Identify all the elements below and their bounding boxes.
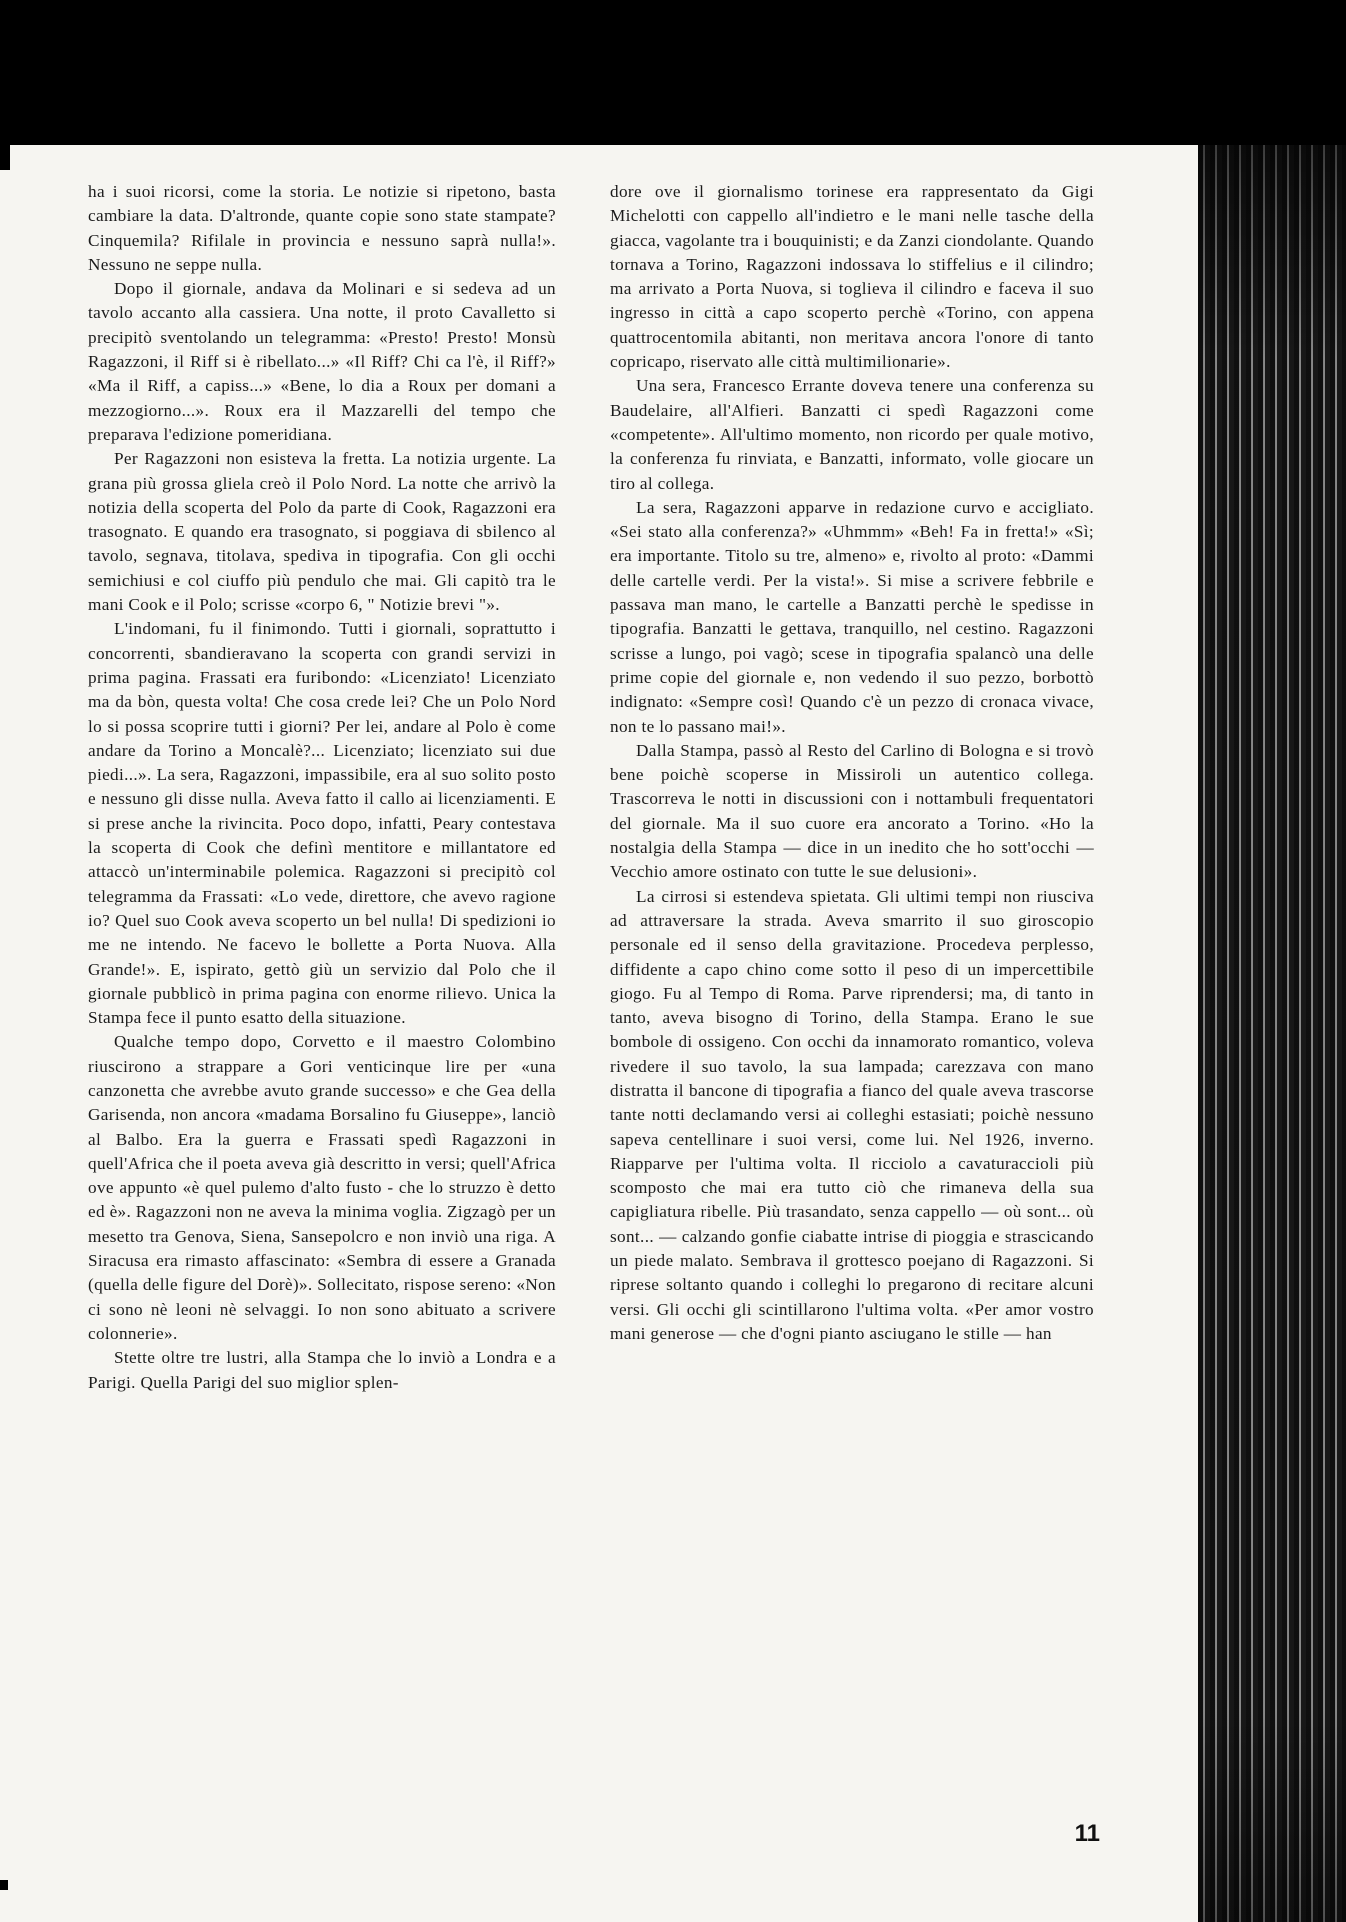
paragraph: dore ove il giornalismo torinese era rappresentato da Gigi Michelotti con cappello all'indietro e le mani nelle tasche della giacca, vagolante tra i bouquinisti; e da Zanzi ciondolante. Quando tornava a Torino, Ragazzoni indossava lo stiffelius e il cilindro; ma arrivato a Porta Nuova, si toglieva il cilindro e faceva il suo ingresso in città a capo scoperto perchè «Torino, con appena quattrocentomila abitanti, non meritava ancora l'onore di tanto copricapo, riservato alle città multimilionarie». bbox=[610, 182, 1095, 372]
paragraph: L'indomani, fu il finimondo. Tutti i giornali, soprattutto i concorrenti, sbandieravano la scoperta con grandi servizi in prima pagina. Frassati era furibondo: «Licenziato! Licenziato ma da bòn, questa volta! Che cosa crede lei? Che un Polo Nord lo si possa scoprire tutti i giorni? Per lei, andare al Polo è come andare da Torino a Moncalè?... Licenziato; licenziato sui due piedi...». La sera, Ragazzoni, impassibile, era al suo solito posto e nessuno gli disse nulla. Aveva fatto il callo ai licenziamenti. E si prese anche la rivincita. Poco dopo, infatti, Peary contestava la scoperta di Cook che definì mentitore e millantatore ed attaccò un'interminabile polemica. Ragazzoni si precipitò col telegramma da Frassati: «Lo vede, direttore, che avevo ragione io? Quel suo Cook aveva scoperto un bel nulla! Di spedizioni io me ne intendo. Ne facevo le bollette a Porta Nuova. Alla Grande!». E, ispirato, gettò giù un servizio dal Polo che il giornale pubblicò in prima pagina con enorme rilievo. Unica la Stampa fece il punto esatto della situazione. bbox=[88, 619, 556, 1028]
paragraph: Dopo il giornale, andava da Molinari e si sedeva ad un tavolo accanto alla cassiera. Una notte, il proto Cavalletto si precipitò sventolando un telegramma: «Presto! Presto! Monsù Ragazzoni, il Riff si è ribellato...» «Il Riff? Chi ca l'è, il Riff?» «Ma il Riff, a capiss...» «Bene, lo dia a Roux per domani a mezzogiorno...». Roux era il Mazzarelli del tempo che preparava l'edizione pomeridiana. bbox=[88, 279, 556, 444]
paragraph: Dalla Stampa, passò al Resto del Carlino di Bologna e si trovò bene poichè scoperse in Missiroli un autentico collega. Trascorreva le notti in discussioni con i nottambuli frequentatori del giornale. Ma il suo cuore era ancorato a Torino. «Ho la nostalgia della Stampa — dice in un inedito che ho sott'occhi — Vecchio amore ostinato con tutte le sue delusioni». bbox=[610, 740, 1094, 882]
paragraph: La cirrosi si estendeva spietata. Gli ultimi tempi non riusciva ad attraversare la strada. Aveva smarrito il suo giroscopio personale ed il senso della gravitazione. Procedeva perplesso, diffidente a capo chino come sotto il peso di un impercettibile giogo. Fu al Tempo di Roma. Parve riprendersi; ma, di tanto in tanto, aveva bisogno di Torino, della Stampa. Erano le sue bombole di ossigeno. Con occhi da innamorato romantico, voleva rivedere il suo tavolo, la sua lampada; carezzava con mano distratta il bancone di tipografia a fianco del quale aveva trascorse tante notti declamando versi ai colleghi estasiati; poichè nessuno sapeva centellinare i suoi versi, come lui. Nel 1926, inverno. Riapparve per l'ultima volta. Il ricciolo a cavaturaccioli più scomposto che mai era tutto ciò che rimaneva della sua capigliatura ribelle. Più trasandato, senza cappello — où sont... où sont... — calzando gonfie ciabatte intrise di pioggia e strascicando un piede malato. Sembrava il grottesco poejano di Ragazzoni. Si riprese soltanto quando i colleghi lo pregarono di recitare alcuni versi. Gli occhi gli scintillarono l'ultima volta. «Per amor vostro mani generose — che d'ogni pianto asciugano le stille — han bbox=[610, 886, 1094, 1343]
paragraph: La sera, Ragazzoni apparve in redazione curvo e accigliato. «Sei stato alla conferenza?» «Uhmmm» «Beh! Fa in fretta!» «Sì; era importante. Titolo su tre, almeno» e, rivolto al proto: «Dammi delle cartelle verdi. Per la vista!». Si mise a scrivere febbrile e passava man mano, le cartelle a Banzatti perchè le spedisse in tipografia. Banzatti le gettava, tranquillo, nel cestino. Ragazzoni scrisse a lungo, poi vagò; scese in tipografia spalancò una delle prime copie del giornale e, non vedendo il suo pezzo, borbottò indignato: «Sempre così! Quando c'è un pezzo di cronaca vivace, non te lo passano mai!». bbox=[610, 497, 1094, 736]
page-number: 11 bbox=[1074, 1820, 1100, 1847]
binding-mark bbox=[0, 140, 10, 170]
page-edge-shadow bbox=[1198, 145, 1346, 1922]
binding-mark-bottom bbox=[0, 1880, 8, 1890]
paragraph: Qualche tempo dopo, Corvetto e il maestro Colombino riuscirono a strappare a Gori venticinque lire per «una canzonetta che avrebbe avuto grande successo» e che Gea della Garisenda, non ancora «madama Borsalino fu Giuseppe», lanciò al Balbo. Era la guerra e Frassati spedì Ragazzoni in quell'Africa che il poeta aveva già descritto in versi; quell'Africa ove appunto «è quel pulemo d'alto fusto - che lo struzzo è detto ed è». Ragazzoni non ne aveva la minima voglia. Zigzagò per un mesetto tra Genova, Siena, Sansepolcro e non inviò una riga. A Siracusa era rimasto affascinato: «Sembra di essere a Granada (quella delle figure del Dorè)». Sollecitato, rispose sereno: «Non ci sono nè leoni nè selvaggi. Io non sono abituato a scrivere colonnerie». bbox=[88, 1032, 556, 1343]
left-text-column bbox=[88, 180, 556, 1395]
paragraph: ha i suoi ricorsi, come la storia. Le notizie si ripetono, basta cambiare la data. D'altronde, quante copie sono state stampate? Cinquemila? Rifilale in provincia e nessuno saprà nulla!». Nessuno ne seppe nulla. bbox=[88, 182, 556, 274]
paragraph: Una sera, Francesco Errante doveva tenere una conferenza su Baudelaire, all'Alfieri. Banzatti ci spedì Ragazzoni come «competente». All'ultimo momento, non ricordo per quale motivo, la conferenza fu rinviata, e Banzatti, informato, volle giocare un tiro al collega. bbox=[610, 376, 1094, 493]
paragraph: Stette oltre tre lustri, alla Stampa che lo inviò a Londra e a Parigi. Quella Parigi del suo miglior splen- bbox=[88, 1348, 556, 1392]
paragraph: Per Ragazzoni non esisteva la fretta. La notizia urgente. La grana più grossa gliela creò il Polo Nord. La notte che arrivò la notizia della scoperta del Polo da parte di Cook, Ragazzoni era trasognato. E quando era trasognato, si poggiava di sbilenco al tavolo, segnava, titolava, spediva in tipografia. Con gli occhi semichiusi e col ciuffo più pendulo che mai. Gli capitò tra le mani Cook e il Polo; scrisse «corpo 6, " Notizie brevi "». bbox=[88, 449, 556, 615]
right-text-column bbox=[610, 180, 1094, 1346]
